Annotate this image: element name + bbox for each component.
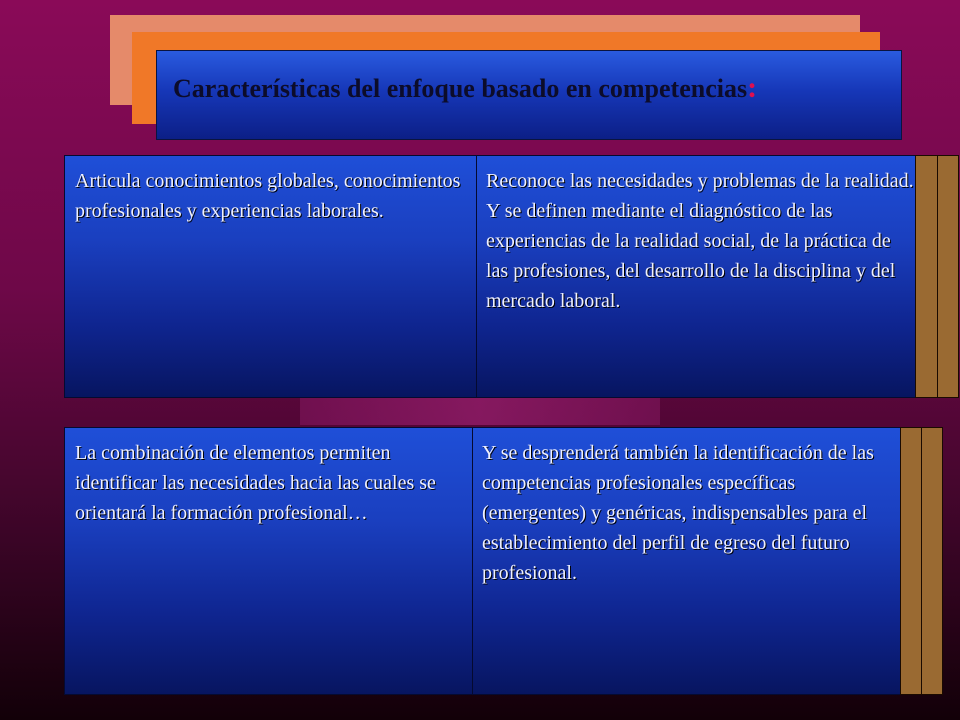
slide-title-text: Características del enfoque basado en competencias — [173, 74, 748, 103]
bottom-left-text: La combinación de elementos permiten identificar las necesidades hacia las cuales se orientará la formación profesional… — [75, 442, 436, 524]
bottom-divider — [472, 428, 473, 694]
top-left-text: Articula conocimientos globales, conocimientos profesionales y experiencias laborales. — [75, 170, 461, 222]
content-panel-top — [64, 155, 916, 398]
slide-title — [173, 71, 757, 105]
top-divider — [476, 156, 477, 397]
brown-bar-bottom-2 — [921, 427, 943, 695]
brown-bar-top-1 — [915, 155, 938, 398]
bottom-right-text: Y se desprenderá también la identificación de las competencias profesionales específicas (emergentes) y genéricas, indispensables para el establecimiento del perfil de egreso del futuro profesional. — [482, 442, 874, 584]
brown-bar-bottom-1 — [900, 427, 922, 695]
brown-bar-top-2 — [937, 155, 959, 398]
top-right-text: Reconoce las necesidades y problemas de la realidad. Y se definen mediante el diagnóstico de las experiencias de la realidad social, de la práctica de las profesiones, del desarrollo de la disciplina y del mercado laboral. — [486, 170, 914, 312]
decor-diagonal-stripe — [300, 395, 660, 425]
content-panel-bottom — [64, 427, 901, 695]
slide-title-box — [156, 50, 902, 140]
title-colon: : — [747, 71, 758, 104]
